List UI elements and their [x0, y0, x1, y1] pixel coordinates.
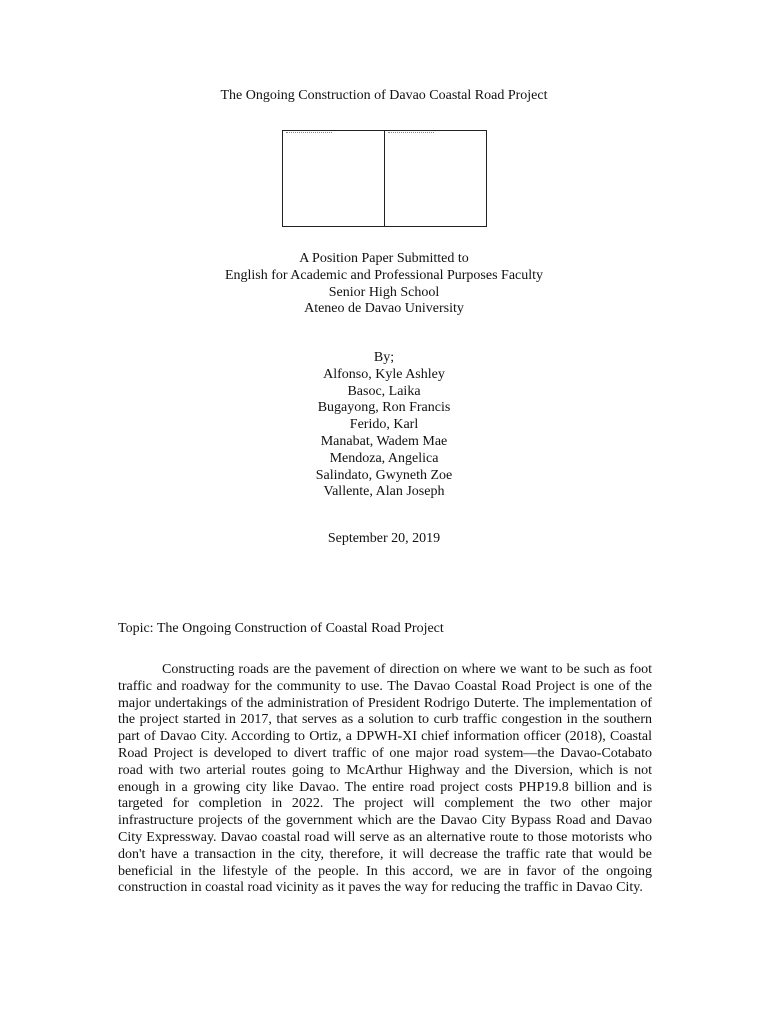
authors-block: [0, 350, 768, 501]
submission-line: A Position Paper Submitted to: [299, 251, 469, 266]
submission-block: [0, 251, 768, 318]
document-date: September 20, 2019: [327, 531, 441, 546]
submission-line: Senior High School: [328, 284, 440, 300]
topic-line: Topic: The Ongoing Construction of Coastal Road Project: [118, 621, 444, 636]
author-name: Manabat, Wadem Mae: [320, 433, 448, 449]
author-name: Basoc, Laika: [347, 383, 421, 399]
author-name: Alfonso, Kyle Ashley: [323, 366, 445, 382]
logo-left-image: [283, 131, 384, 226]
logo-placeholder-box: [282, 130, 487, 227]
document-title: The Ongoing Construction of Davao Coastal Road Project: [220, 88, 548, 103]
author-name: Bugayong, Ron Francis: [317, 400, 451, 416]
body-paragraph: Constructing roads are the pavement of direction on where we want to be such as foot traffic and roadway for the community to use. The Davao Coastal Road Project is one of the major undertakings of the administration of President Rodrigo Duterte. The implementation of the project started in 2017, that serves as a solution to curb traffic congestion in the southern part of Davao City. According to Ortiz, a DPWH-XI chief information officer (2018), Coastal Road Project is developed to divert traffic of one major road system—the Davao-Cotabato road with two arterial routes going to McArthur Highway and the Diversion, which is not enough in a growing city like Davao. The entire road project costs PHP19.8 billion and is targeted for completion in 2022. The project will complement the two other major infrastructure projects of the government which are the Davao City Bypass Road and Davao City Expressway. Davao coastal road will serve as an alternative route to those motorists who don't have a transaction in the city, therefore, it will decrease the traffic rate that would be beneficial in the lifestyle of the people. In this accord, we are in favor of the ongoing construction in coastal road vicinity as it paves the way for reducing the traffic in Davao City.: [118, 662, 652, 896]
submission-line: English for Academic and Professional Purposes Faculty: [224, 267, 544, 283]
author-name: Vallente, Alan Joseph: [323, 484, 445, 500]
by-label: By;: [373, 350, 395, 365]
submission-line: Ateneo de Davao University: [304, 301, 464, 317]
author-name: Mendoza, Angelica: [329, 450, 439, 466]
author-name: Salindato, Gwyneth Zoe: [315, 467, 453, 483]
author-name: Ferido, Karl: [349, 417, 419, 433]
logo-right-image: [384, 131, 486, 226]
